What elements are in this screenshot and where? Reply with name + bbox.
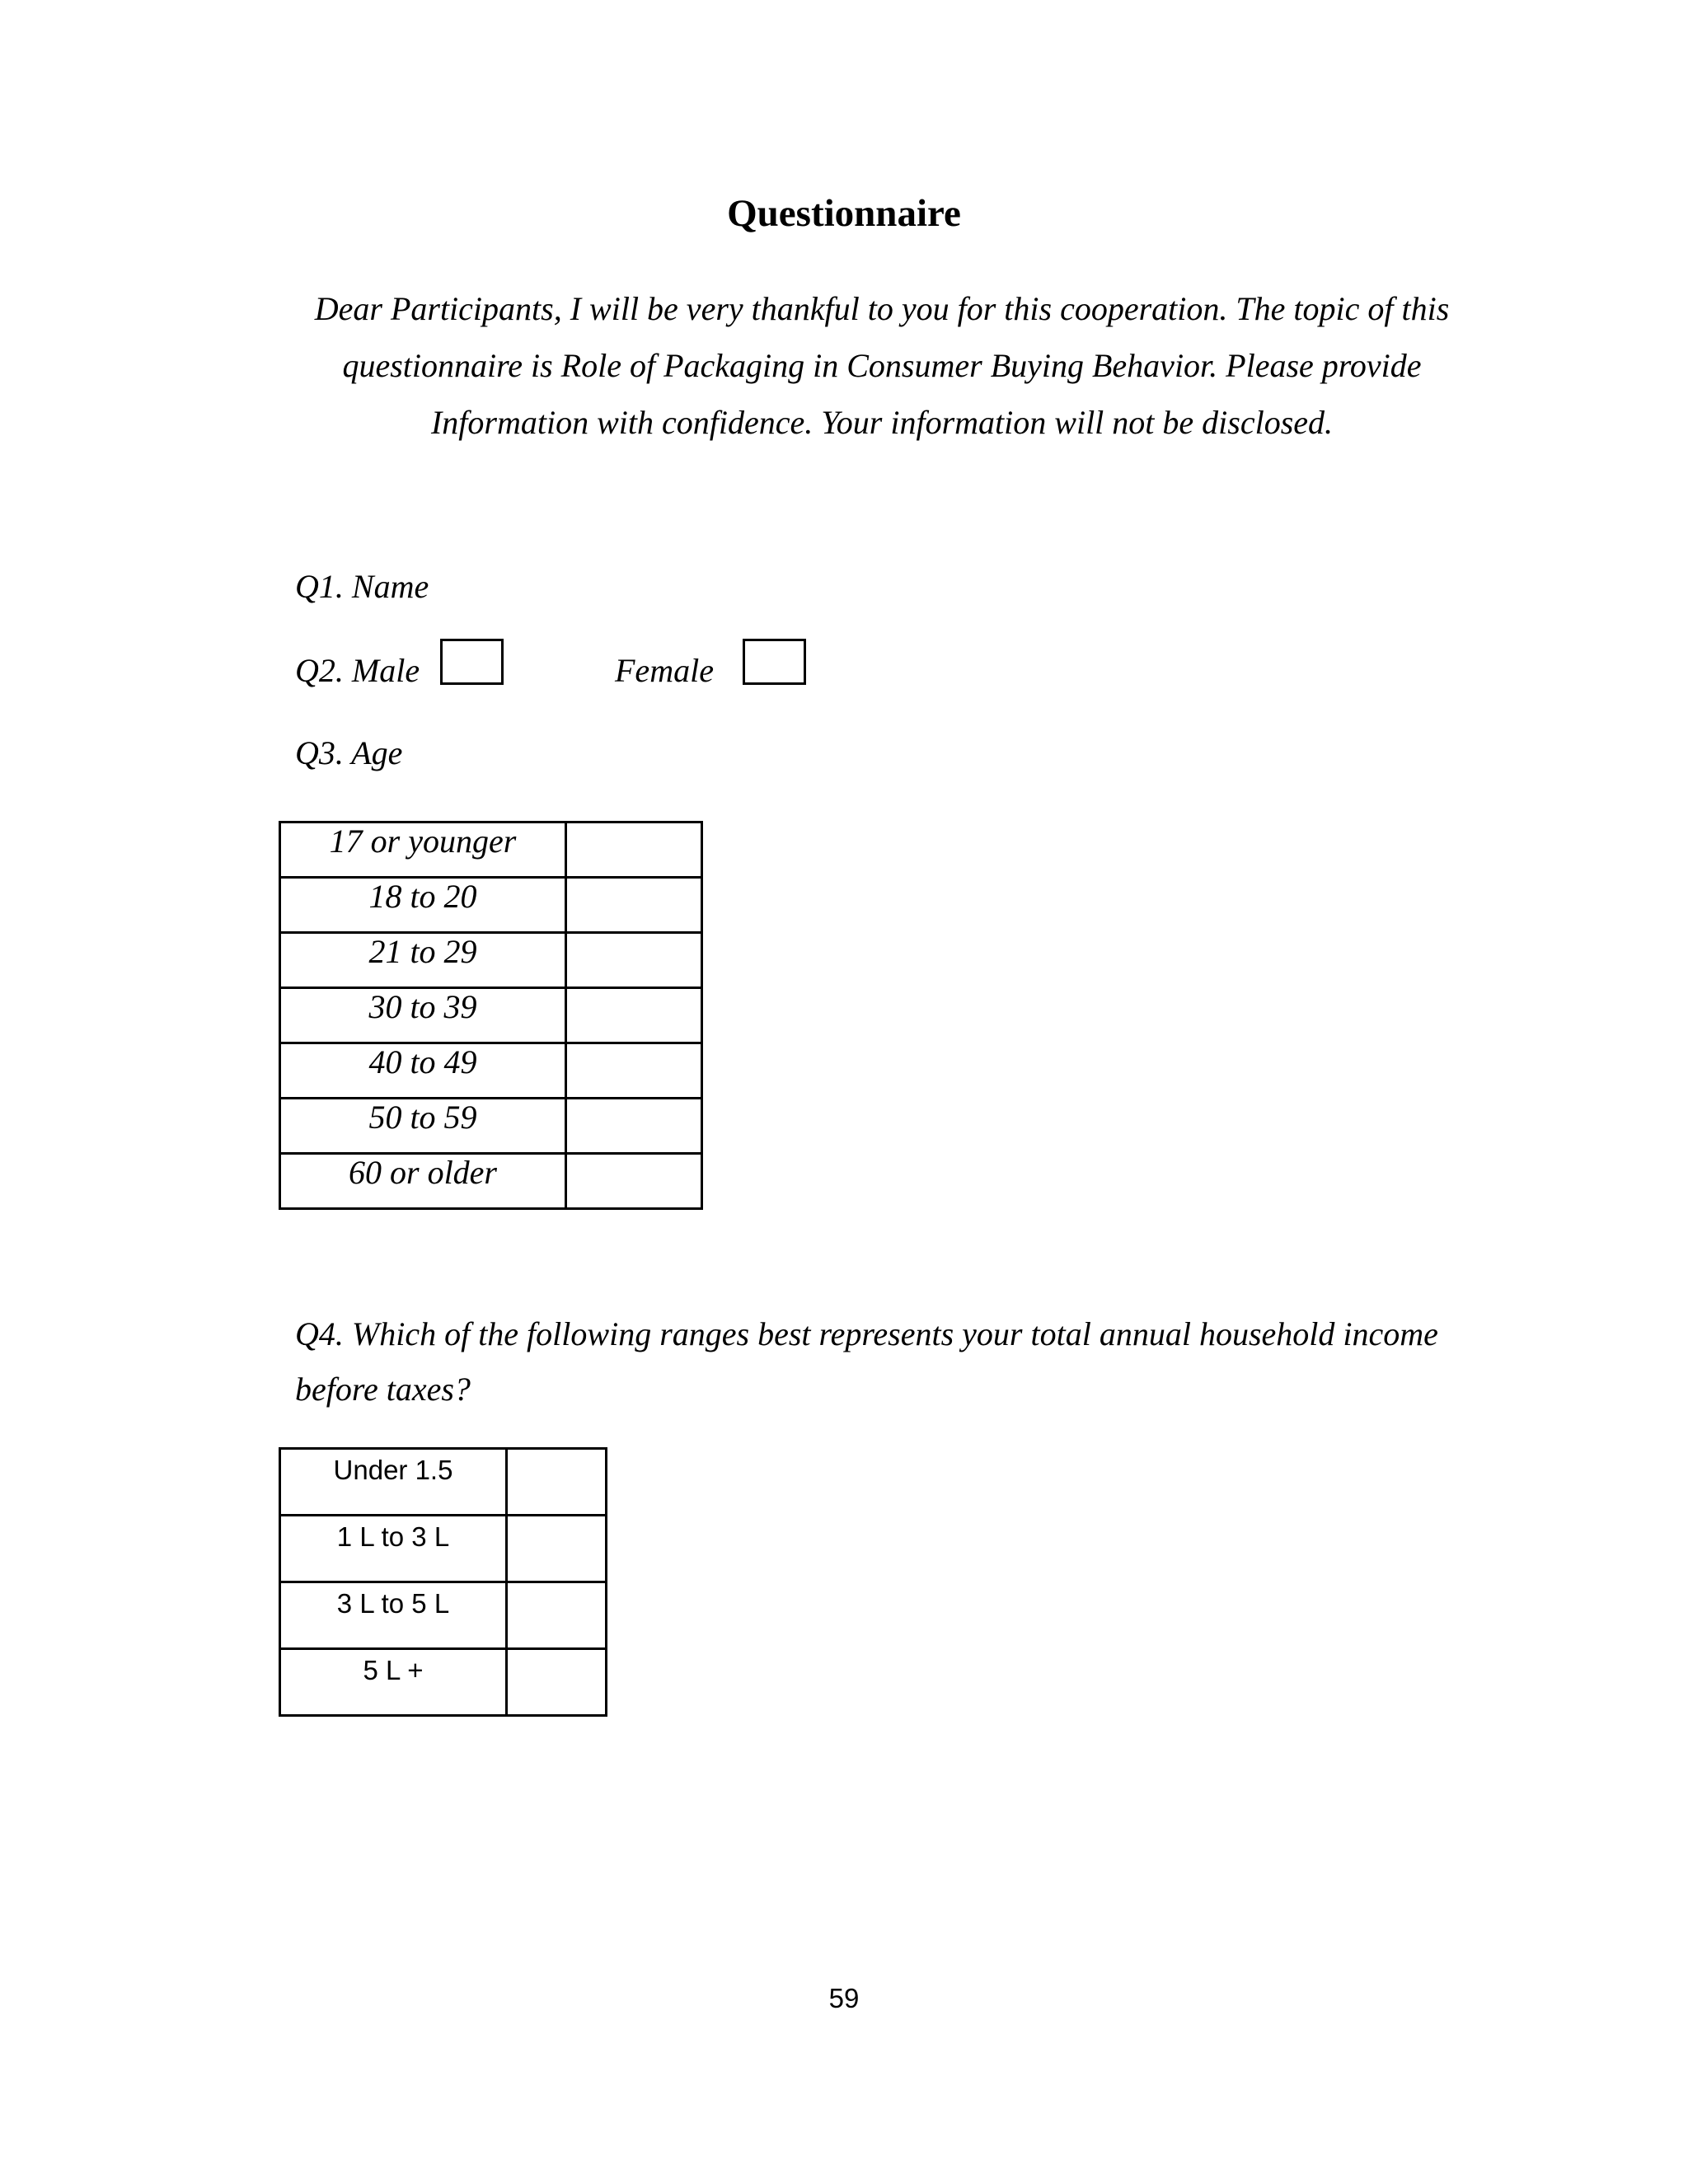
page-title: Questionnaire	[727, 192, 961, 235]
age-option-checkbox[interactable]	[566, 1154, 702, 1209]
age-option-label: 18 to 20	[280, 878, 566, 933]
male-checkbox[interactable]	[440, 639, 504, 685]
age-option-label: 30 to 39	[280, 988, 566, 1043]
q2-male-label: Q2. Male	[295, 652, 420, 689]
table-row	[280, 1099, 702, 1154]
income-option-checkbox[interactable]	[507, 1516, 607, 1582]
age-option-checkbox[interactable]	[566, 1043, 702, 1099]
q2-female-label: Female	[615, 652, 714, 689]
income-option-checkbox[interactable]	[507, 1449, 607, 1516]
income-option-label: 1 L to 3 L	[280, 1516, 507, 1582]
age-option-label: 40 to 49	[280, 1043, 566, 1099]
age-option-checkbox[interactable]	[566, 1099, 702, 1154]
intro-paragraph: Dear Participants, I will be very thankful to you for this cooperation. The topic of this questionnaire is Role of Packaging in Consumer Buying Behavior. Please provide Information with confidence. Your information will not be disclosed.	[314, 290, 1450, 441]
income-option-label: 5 L +	[280, 1649, 507, 1716]
q4-income-question: Q4. Which of the following ranges best represents your total annual household income before taxes?	[295, 1315, 1438, 1408]
table-row	[280, 1043, 702, 1099]
age-option-label: 17 or younger	[280, 823, 566, 878]
table-row	[280, 1582, 607, 1649]
table-row	[280, 878, 702, 933]
age-option-label: 21 to 29	[280, 933, 566, 988]
female-checkbox[interactable]	[743, 639, 806, 685]
table-row	[280, 933, 702, 988]
age-option-checkbox[interactable]	[566, 878, 702, 933]
age-option-label: 60 or older	[280, 1154, 566, 1209]
income-option-checkbox[interactable]	[507, 1582, 607, 1649]
q1-name-label: Q1. Name	[295, 568, 429, 605]
age-option-checkbox[interactable]	[566, 933, 702, 988]
income-option-label: 3 L to 5 L	[280, 1582, 507, 1649]
age-option-checkbox[interactable]	[566, 823, 702, 878]
income-option-checkbox[interactable]	[507, 1649, 607, 1716]
table-row	[280, 1649, 607, 1716]
table-row	[280, 823, 702, 878]
age-option-checkbox[interactable]	[566, 988, 702, 1043]
table-row	[280, 1154, 702, 1209]
table-row	[280, 1516, 607, 1582]
table-row	[280, 1449, 607, 1516]
income-table	[279, 1447, 607, 1717]
age-table	[279, 821, 703, 1210]
age-option-label: 50 to 59	[280, 1099, 566, 1154]
table-row	[280, 988, 702, 1043]
income-option-label: Under 1.5	[280, 1449, 507, 1516]
page-number: 59	[828, 1983, 860, 2013]
q3-age-label: Q3. Age	[295, 734, 403, 771]
